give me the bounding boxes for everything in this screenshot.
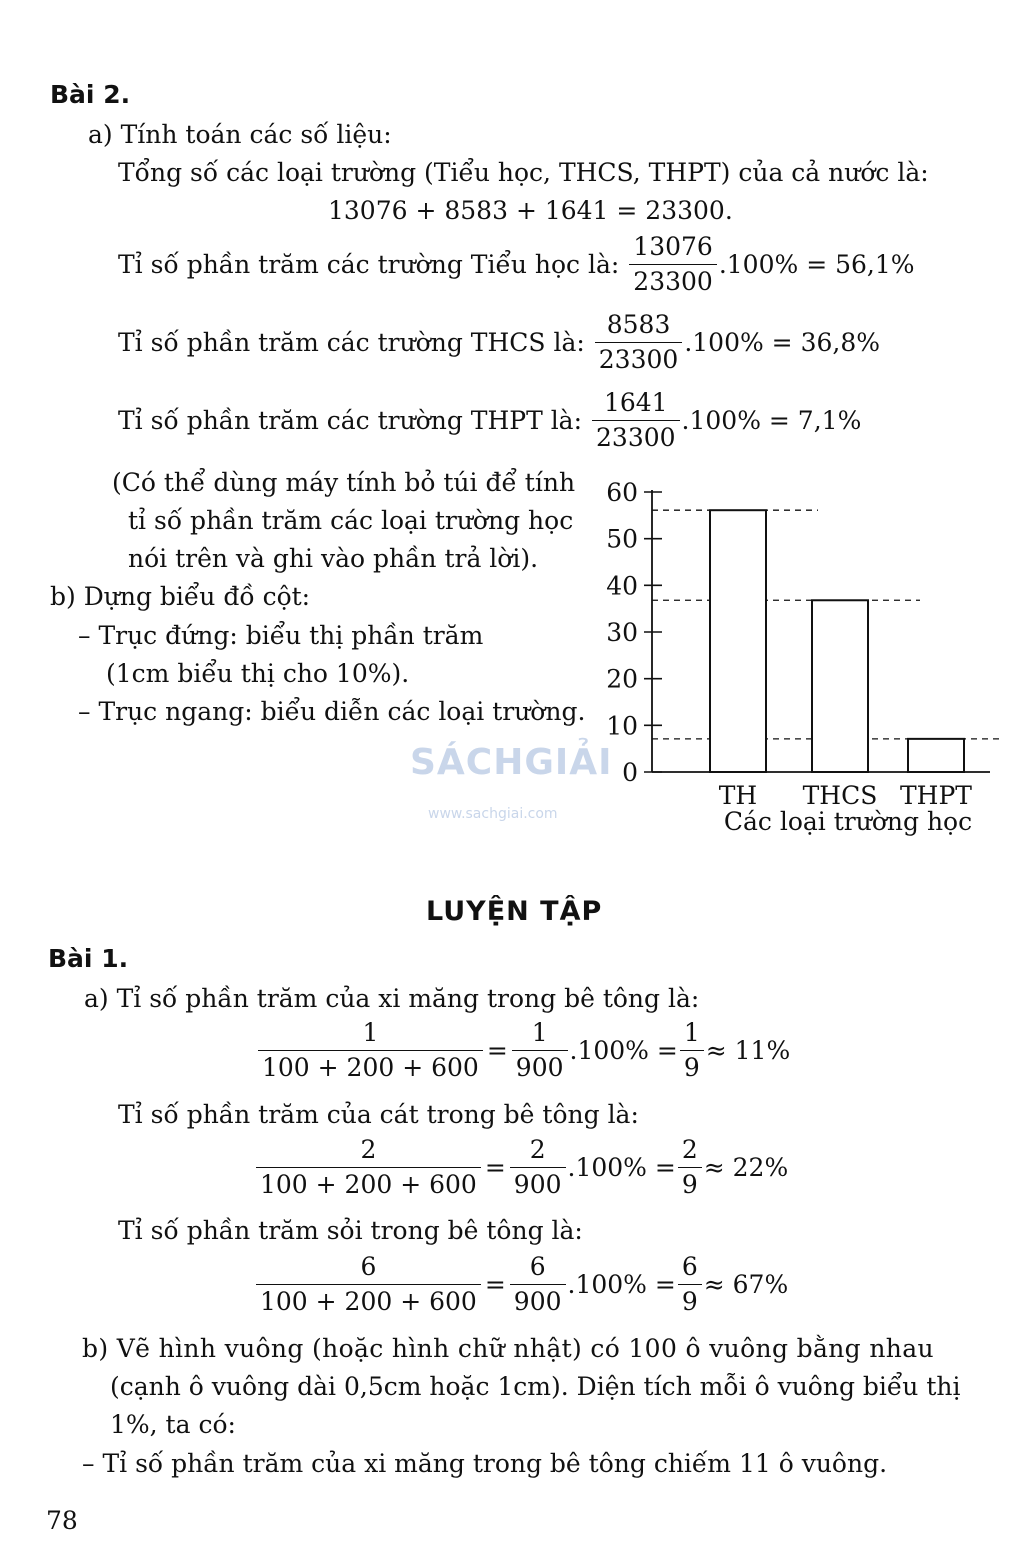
thcs-result: .100% = 36,8%: [684, 327, 880, 357]
bai1-b-line1: b) Vẽ hình vuông (hoặc hình chữ nhật) có 100 ô vuông bằng nhau: [82, 1334, 934, 1363]
soi-mid: .100% =: [567, 1269, 676, 1299]
ximang-result: ≈ 11%: [705, 1035, 791, 1065]
th-denominator: 23300: [629, 264, 717, 299]
bai2-thcs-percent: [118, 308, 880, 377]
soi-equation: $\frac{6}{100 + 200 + 600}$ = $\frac{6}{900}$ .100% = $\frac{6}{9}$ ≈ 67%: [254, 1250, 788, 1319]
soi-n3: 6: [681, 1252, 698, 1281]
x-category-label: TH: [718, 781, 758, 810]
soi-d3: 9: [678, 1284, 702, 1319]
thpt-label: Tỉ số phần trăm các trường THPT là:: [118, 405, 583, 435]
soi-n2: 6: [529, 1252, 546, 1281]
bar-th: [710, 510, 766, 772]
bar-thcs: [812, 600, 868, 772]
bai2-total-text: Tổng số các loại trường (Tiểu học, THCS, THPT) của cả nước là:: [118, 158, 929, 187]
ximang-d3: 9: [680, 1050, 704, 1085]
ximang-frac1: [258, 1016, 483, 1085]
y-tick-label: 30: [606, 618, 638, 647]
bai2-heading: Bài 2.: [50, 80, 131, 109]
th-fraction: [629, 230, 717, 299]
thcs-numerator: 8583: [606, 310, 671, 339]
bai2-th-percent: [118, 230, 915, 299]
soi-d1: 100 + 200 + 600: [256, 1284, 481, 1319]
bai1-a-text: a) Tỉ số phần trăm của xi măng trong bê tông là:: [84, 984, 700, 1013]
bai2-b-label: b) Dựng biểu đồ cột:: [50, 582, 311, 611]
bai2-total-equation: 13076 + 8583 + 1641 = 23300.: [328, 196, 733, 225]
y-tick-label: 50: [606, 524, 638, 554]
bar-thpt: [908, 739, 964, 772]
bai2-b-item1: – Trục đứng: biểu thị phần trăm: [78, 621, 484, 650]
y-tick-label: 10: [606, 711, 638, 741]
soi-result: ≈ 67%: [703, 1269, 789, 1299]
cat-text: Tỉ số phần trăm của cát trong bê tông là:: [118, 1100, 639, 1129]
x-axis-title: Các loại trường học: [723, 807, 973, 836]
y-tick-label: 20: [606, 664, 638, 694]
cat-frac2: [510, 1133, 566, 1202]
bai1-heading: Bài 1.: [48, 944, 129, 973]
ximang-frac3: [680, 1016, 704, 1085]
cat-equation: $\frac{2}{100 + 200 + 600}$ = $\frac{2}{900}$ .100% = $\frac{2}{9}$ ≈ 22%: [254, 1133, 788, 1202]
thcs-denominator: 23300: [595, 342, 683, 377]
y-tick-label: 0: [622, 758, 638, 787]
thpt-numerator: 1641: [603, 388, 668, 417]
page-number: 78: [46, 1506, 78, 1535]
x-category-label: THCS: [802, 781, 878, 810]
y-tick-label: 40: [606, 571, 638, 601]
bai2-thpt-percent: [118, 386, 861, 455]
cat-mid: .100% =: [567, 1152, 676, 1182]
thpt-denominator: 23300: [592, 420, 680, 455]
cat-frac3: [678, 1133, 702, 1202]
soi-n1: 6: [360, 1252, 377, 1281]
ximang-n2: 1: [531, 1018, 548, 1047]
cat-d2: 900: [510, 1167, 566, 1202]
y-tick-label: 60: [606, 478, 638, 507]
cat-frac1: [256, 1133, 481, 1202]
soi-text: Tỉ số phần trăm sỏi trong bê tông là:: [118, 1216, 583, 1245]
bai2-note-line2: tỉ số phần trăm các loại trường học: [128, 506, 574, 535]
ximang-equation: $\frac{1}{100 + 200 + 600}$ = $\frac{1}{900}$ .100% = $\frac{1}{9}$ ≈ 11%: [256, 1016, 790, 1085]
thpt-fraction: [592, 386, 680, 455]
bai1-b-line3: 1%, ta có:: [110, 1410, 236, 1439]
cat-n1: 2: [360, 1135, 377, 1164]
thcs-label: Tỉ số phần trăm các trường THCS là:: [118, 327, 585, 357]
soi-frac1: [256, 1250, 481, 1319]
bai2-note-line1: (Có thể dùng máy tính bỏ túi để tính: [112, 468, 576, 497]
bai2-note-line3: nói trên và ghi vào phần trả lời).: [128, 544, 539, 573]
cat-d1: 100 + 200 + 600: [256, 1167, 481, 1202]
ximang-mid: .100% =: [569, 1035, 678, 1065]
bai1-b-line4: – Tỉ số phần trăm của xi măng trong bê tông chiếm 11 ô vuông.: [82, 1449, 888, 1478]
bai1-b-line2: (cạnh ô vuông dài 0,5cm hoặc 1cm). Diện tích mỗi ô vuông biểu thị: [110, 1372, 961, 1401]
thpt-result: .100% = 7,1%: [681, 405, 862, 435]
soi-d2: 900: [510, 1284, 566, 1319]
th-numerator: 13076: [633, 232, 713, 261]
ximang-d2: 900: [512, 1050, 568, 1085]
cat-n2: 2: [529, 1135, 546, 1164]
cat-d3: 9: [678, 1167, 702, 1202]
luyen-tap-title: LUYỆN TẬP: [426, 896, 603, 927]
thcs-fraction: [595, 308, 683, 377]
watermark-logo: SÁCHGIẢI: [410, 742, 613, 783]
soi-frac3: [678, 1250, 702, 1319]
ximang-frac2: [512, 1016, 568, 1085]
th-result: .100% = 56,1%: [718, 249, 915, 279]
soi-frac2: [510, 1250, 566, 1319]
cat-result: ≈ 22%: [703, 1152, 789, 1182]
bar-chart: [590, 470, 1000, 850]
ximang-n1: 1: [362, 1018, 379, 1047]
bai2-b-item2: – Trục ngang: biểu diễn các loại trường.: [78, 697, 586, 726]
bai2-a-label: a) Tính toán các số liệu:: [88, 120, 392, 149]
watermark-url: www.sachgiai.com: [428, 806, 558, 822]
ximang-n3: 1: [683, 1018, 700, 1047]
bai2-b-item1-detail: (1cm biểu thị cho 10%).: [106, 659, 410, 688]
ximang-d1: 100 + 200 + 600: [258, 1050, 483, 1085]
x-category-label: THPT: [900, 781, 972, 810]
cat-n3: 2: [681, 1135, 698, 1164]
th-label: Tỉ số phần trăm các trường Tiểu học là:: [118, 249, 620, 279]
